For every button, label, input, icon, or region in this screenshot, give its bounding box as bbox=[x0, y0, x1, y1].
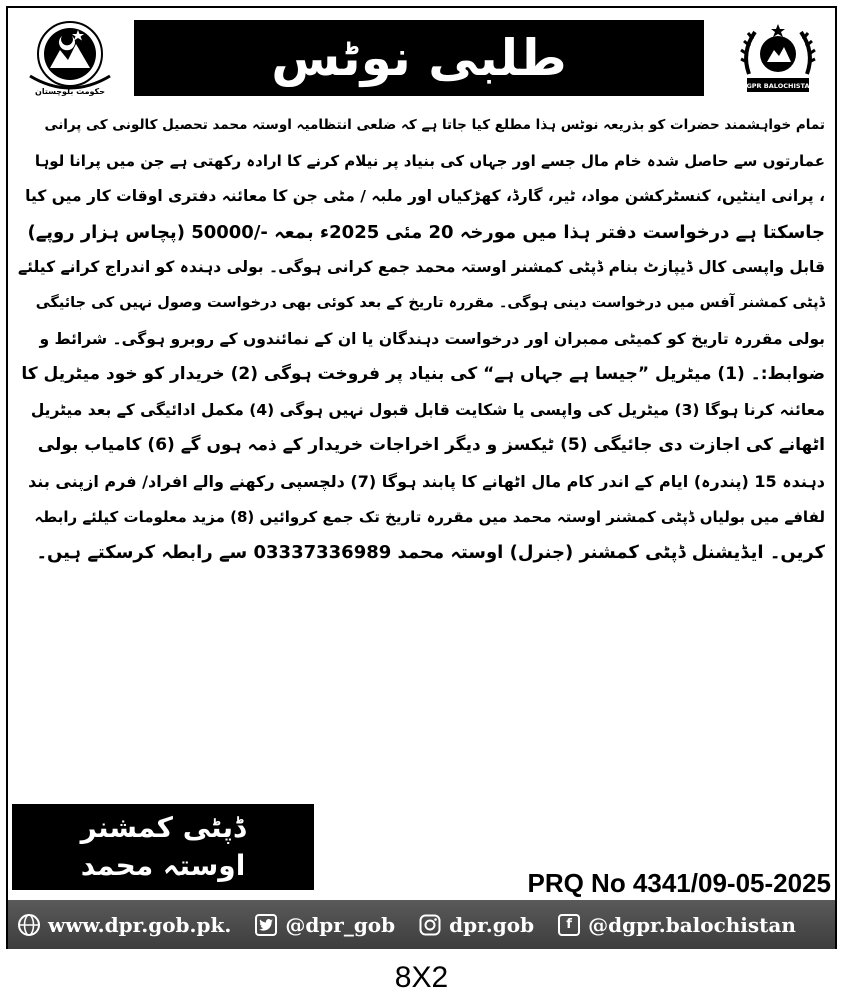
notice-line: تمام خواہشمند حضرات کو بذریعہ نوٹس ہذا مطلع کیا جاتا ہے کہ ضلعی انتظامیہ اوستہ محمد تحصیل کالونی کی پرانی bbox=[44, 117, 825, 133]
globe-icon bbox=[16, 912, 42, 938]
notice-line: کریں۔ ایڈیشنل ڈپٹی کمشنر (جنرل) اوستہ محمد 03337336989 سے رابطہ کرسکتے ہیں۔ bbox=[36, 542, 825, 564]
notice-line: ڈپٹی کمشنر آفس میں درخواست دینی ہوگی۔ مقررہ تاریخ کے بعد کوئی بھی درخواست وصول نہیں کی جائیگی bbox=[35, 294, 825, 311]
dgpr-emblem-icon bbox=[729, 14, 827, 102]
notice-line: معائنہ کرنا ہوگا (3) میٹریل کی واپسی یا شکایت قابل قبول نہیں ہوگی (4) مکمل ادائیگی کے بعد میٹریل bbox=[30, 400, 825, 419]
footer-facebook-text: @dgpr.balochistan bbox=[588, 912, 796, 937]
notice-line: دہندہ 15 (پندرہ) ایام کے اندر کام مال اٹھانے کا پابند ہوگا (7) دلچسپی رکھنے والے افراد/ فرم ازپنی بند bbox=[28, 471, 825, 491]
signature-title: ڈپٹی کمشنر bbox=[80, 811, 246, 844]
signature-block bbox=[12, 804, 314, 890]
notice-line: اٹھانے کی اجازت دی جائیگی (5) ٹیکسز و دیگر اخراجات خریدار کے ذمہ ہوں گے (6) کامیاب بولی bbox=[37, 435, 825, 456]
footer-website[interactable] bbox=[16, 912, 231, 938]
signature-location: اوستہ محمد bbox=[80, 849, 246, 882]
instagram-icon bbox=[417, 912, 443, 938]
footer-facebook[interactable] bbox=[556, 912, 796, 938]
page-title: طلبی نوٹس bbox=[271, 29, 567, 87]
notice-body bbox=[18, 108, 825, 571]
footer-twitter-text: @dpr_gob bbox=[285, 912, 396, 937]
notice-line: ضوابط:۔ (1) میٹریل ”جیسا ہے جہاں ہے“ کی بنیاد پر فروخت ہوگی (2) خریدار کو خود میٹریل کا bbox=[21, 364, 825, 385]
notice-line: لفافے میں بولیاں ڈپٹی کمشنر اوستہ محمد میں مقررہ تاریخ تک جمع کروائیں (8) مزید معلومات کیلئے رابطہ bbox=[34, 507, 825, 526]
twitter-icon bbox=[253, 912, 279, 938]
notice-frame bbox=[6, 6, 837, 949]
notice-line: ، پرانی اینٹیں، کنسٹرکشن مواد، ٹیر، گارڈ، کھڑکیاں اور ملبہ / مٹی جن کا معائنہ دفتری اوقات کار میں کیا bbox=[25, 187, 825, 206]
notice-line: جاسکتا ہے درخواست دفتر ہذا میں مورخہ 20 مئی 2025ء بمعہ -/50000 (پچاس ہزار روپے) bbox=[27, 221, 825, 243]
prq-number: PRQ No 4341/09-05-2025 bbox=[527, 868, 831, 898]
social-footer bbox=[8, 900, 835, 949]
notice-header bbox=[8, 8, 835, 108]
footer-instagram[interactable] bbox=[417, 912, 534, 938]
footer-website-text: www.dpr.gob.pk. bbox=[48, 912, 232, 937]
footer-instagram-text: dpr.gob bbox=[449, 912, 535, 937]
title-banner bbox=[134, 20, 704, 96]
left-logo-caption: حکومت بلوچستان bbox=[35, 87, 105, 96]
notice-line: عمارتوں سے حاصل شدہ خام مال جسے اور جہاں کی بنیاد پر نیلام کرنے کا ارادہ رکھتی ہے جن میں پرانا لوہا bbox=[34, 151, 825, 170]
right-logo-caption: DGPR BALOCHISTAN bbox=[741, 82, 815, 90]
facebook-icon: f bbox=[556, 912, 582, 938]
ad-size-label: 8X2 bbox=[394, 961, 449, 994]
notice-line: قابل واپسی کال ڈیپازٹ بنام ڈپٹی کمشنر اوستہ محمد جمع کرانی ہوگی۔ بولی دہندہ کو اندراج کرانے کیلئے bbox=[18, 258, 825, 277]
notice-line: بولی مقررہ تاریخ کو کمیٹی ممبران اور درخواست دہندگان یا ان کے نمائندوں کے روبرو ہوگی۔ شرائط و bbox=[39, 329, 825, 348]
balochistan-emblem-icon bbox=[20, 16, 120, 98]
footer-twitter[interactable] bbox=[253, 912, 395, 938]
